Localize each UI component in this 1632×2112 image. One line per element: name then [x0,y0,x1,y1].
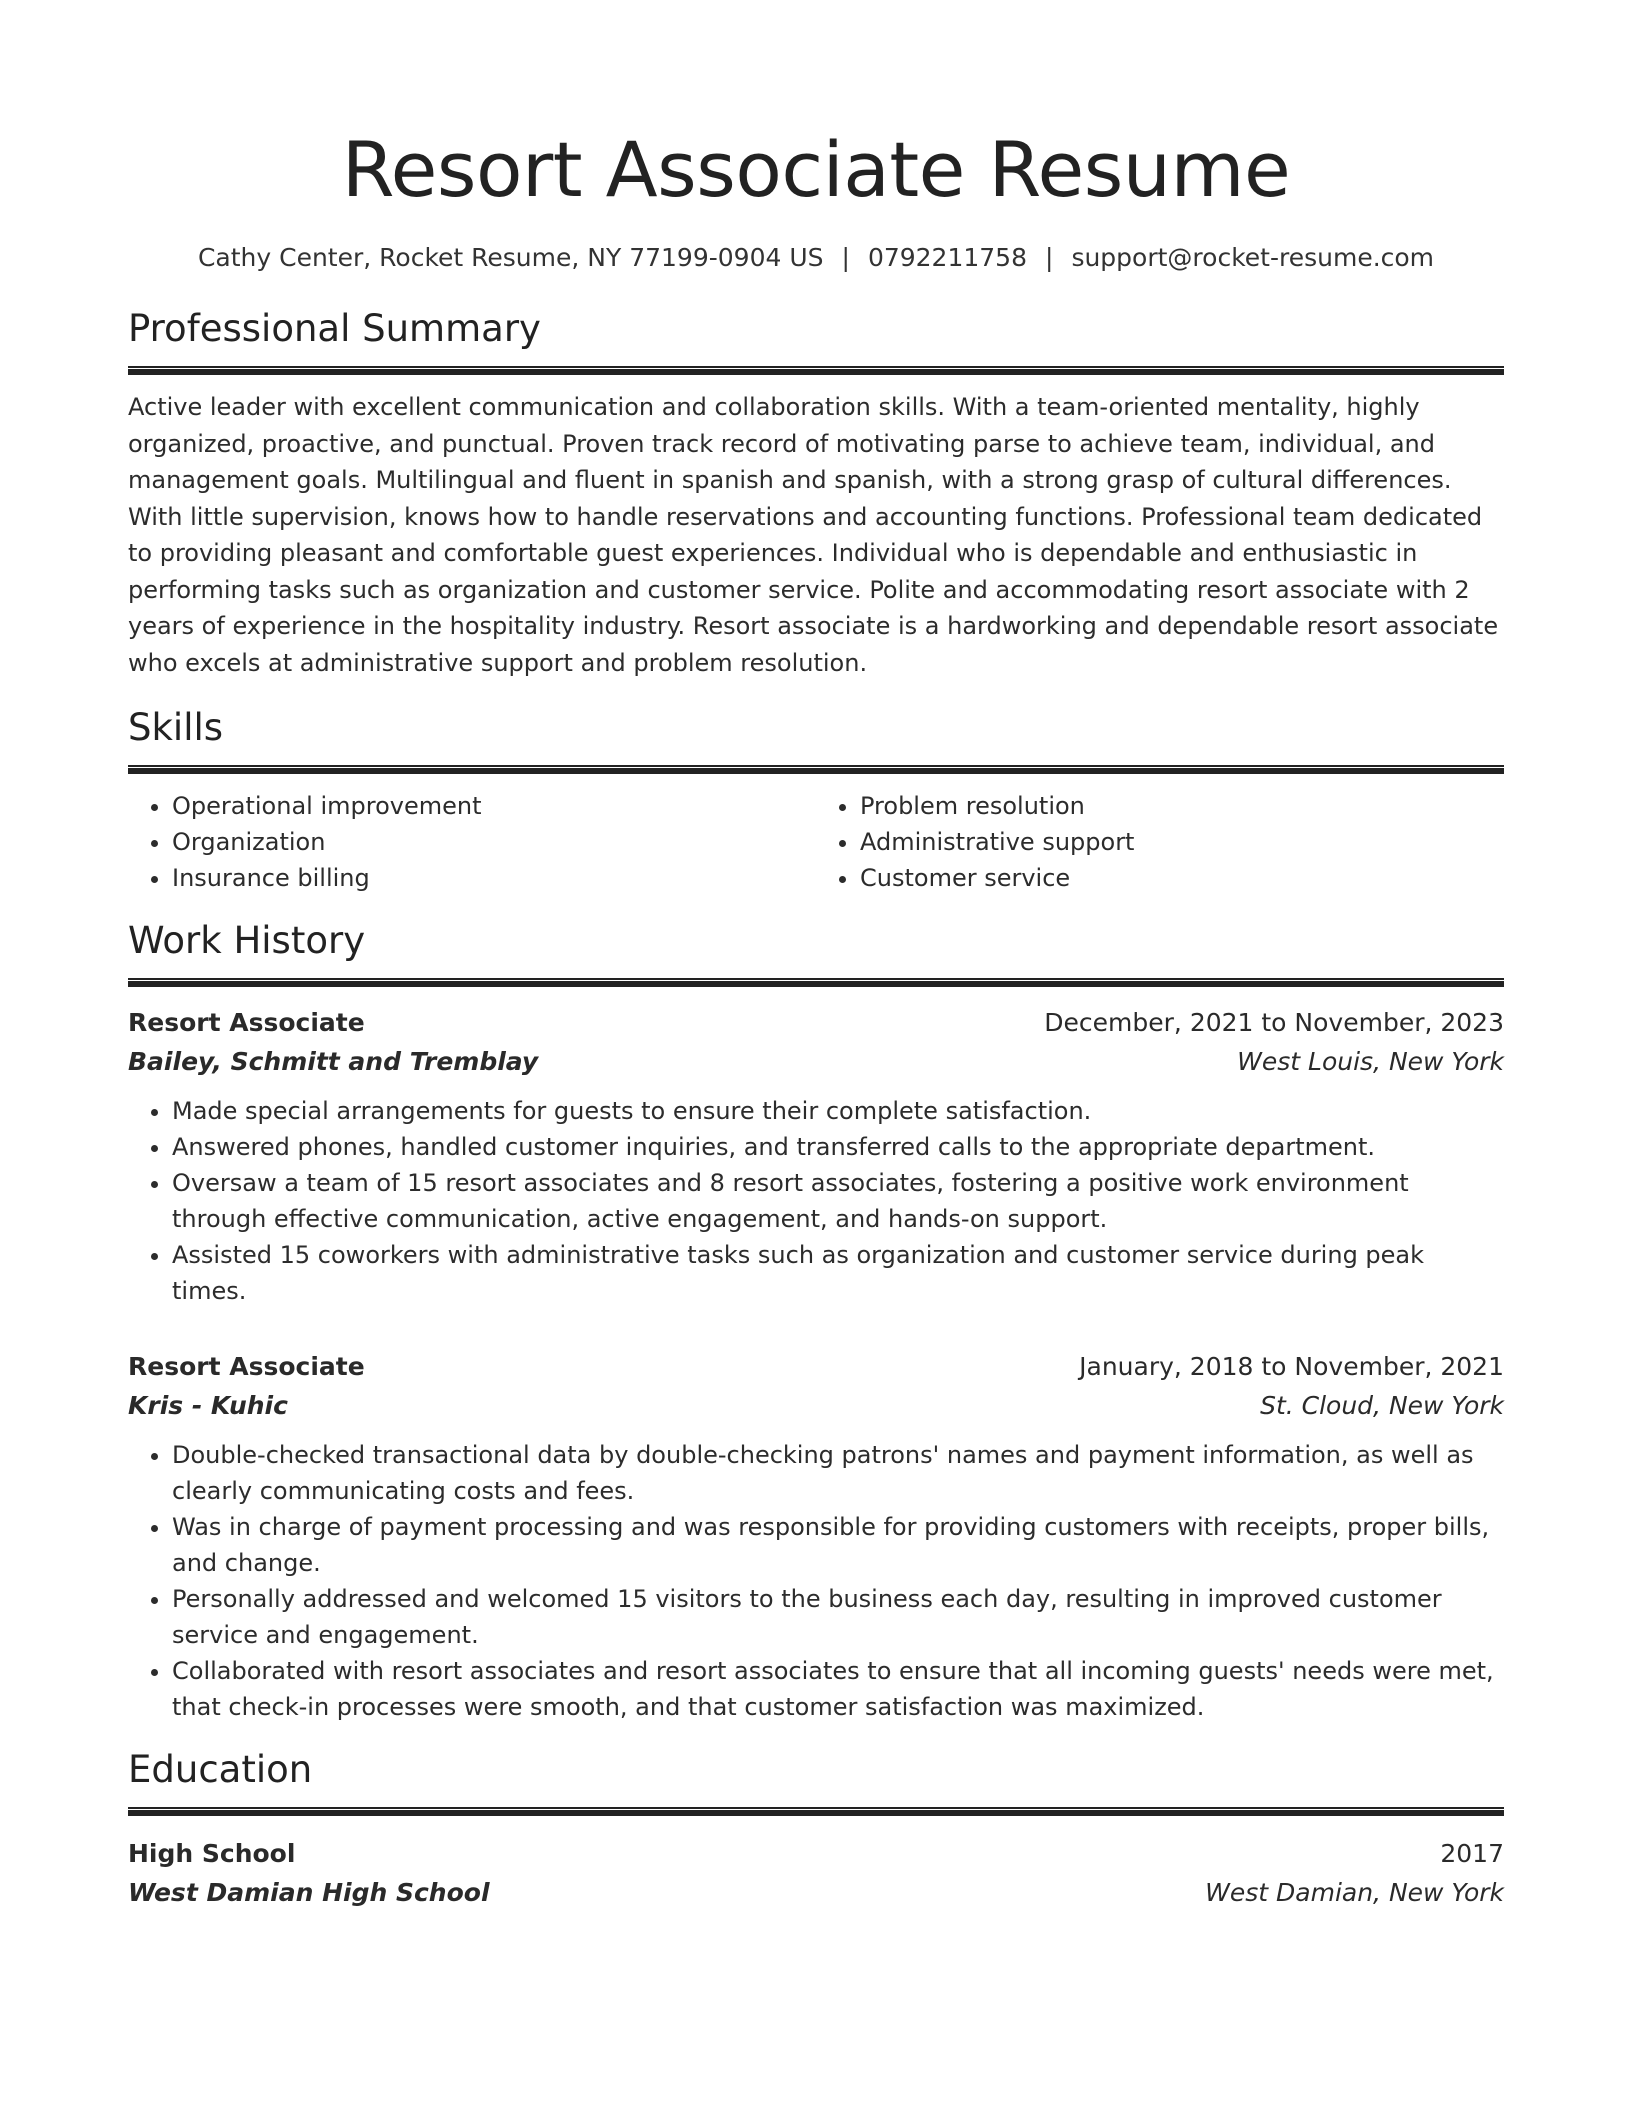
skill-item: • Customer service [860,860,1504,896]
job-company: Bailey, Schmitt and Tremblay [128,1047,539,1076]
resume-title: Resort Associate Resume [341,125,1291,214]
section-divider [128,1807,1504,1816]
job-location: West Louis, New York [1237,1047,1504,1076]
work-heading: Work History [128,919,366,962]
job-location: St. Cloud, New York [1260,1391,1504,1420]
summary-text: Active leader with excellent communication and collaboration skills. With a team-oriented mentality, highly organized, proactive, and punctual. Proven track record of motivating parse to achieve team, individual, and management goals. Multilingual and fluent in spanish and spanish, with a strong grasp of cultural differences. With little supervision, knows how to handle reservations and accounting functions. Professional team dedicated to providing pleasant and comfortable guest experiences. Individual who is dependable and enthusiastic in performing tasks such as organization and customer service. Polite and accommodating resort associate with 2 years of experience in the hospitality industry. Resort associate is a hardworking and dependable resort associate who excels at administrative support and problem resolution. [128,393,1499,677]
education-heading: Education [128,1748,313,1791]
skills-grid [128,788,1504,896]
job-bullet: • Was in charge of payment processing and was responsible for providing customers with receipts, proper bills, and change. [172,1509,1504,1581]
job-dates: January, 2018 to November, 2021 [1079,1352,1504,1381]
job-entry [128,1003,1504,1309]
skill-item: • Operational improvement [172,788,816,824]
education-school: West Damian High School [128,1878,490,1907]
job-title: Resort Associate [128,1008,365,1037]
skills-column-right [816,788,1504,896]
job-bullet: • Answered phones, handled customer inquiries, and transferred calls to the appropriate department. [172,1129,1504,1165]
job-entry [128,1347,1504,1725]
job-bullet: • Personally addressed and welcomed 15 visitors to the business each day, resulting in improved customer service and engagement. [172,1581,1504,1653]
education-year: 2017 [1440,1839,1504,1868]
summary-heading: Professional Summary [128,307,541,350]
skills-section [128,705,1504,896]
contact-line [128,240,1504,276]
section-divider [128,978,1504,987]
section-divider [128,765,1504,774]
contact-separator: | [1045,243,1054,272]
job-bullets [128,1437,1504,1725]
job-bullet: • Collaborated with resort associates and resort associates to ensure that all incoming guests' needs were met, that check-in processes were smooth, and that customer satisfaction was maximized. [172,1653,1504,1725]
job-bullets [128,1093,1504,1309]
education-degree: High School [128,1839,296,1868]
summary-section [128,306,1504,681]
job-bullet: • Assisted 15 coworkers with administrative tasks such as organization and customer service during peak times. [172,1237,1504,1309]
skill-item: • Problem resolution [860,788,1504,824]
skill-item: • Insurance billing [172,860,816,896]
education-entry [128,1834,1504,1912]
skill-item: • Organization [172,824,816,860]
skills-heading: Skills [128,706,224,749]
contact-email: support@rocket-resume.com [1071,243,1435,272]
skill-item: • Administrative support [860,824,1504,860]
education-location: West Damian, New York [1205,1878,1504,1907]
job-bullet: • Made special arrangements for guests to ensure their complete satisfaction. [172,1093,1504,1129]
work-section [128,918,1504,1725]
skills-column-left [128,788,816,896]
contact-phone: 0792211758 [867,243,1027,272]
job-title: Resort Associate [128,1352,365,1381]
job-bullet: • Oversaw a team of 15 resort associates and 8 resort associates, fostering a positive work environment through effective communication, active engagement, and hands-on support. [172,1165,1504,1237]
job-bullet: • Double-checked transactional data by double-checking patrons' names and payment information, as well as clearly communicating costs and fees. [172,1437,1504,1509]
education-section [128,1747,1504,1912]
contact-address: Cathy Center, Rocket Resume, NY 77199-0904 US [197,243,824,272]
job-dates: December, 2021 to November, 2023 [1044,1008,1504,1037]
section-divider [128,366,1504,375]
job-company: Kris - Kuhic [128,1391,288,1420]
contact-separator: | [841,243,850,272]
